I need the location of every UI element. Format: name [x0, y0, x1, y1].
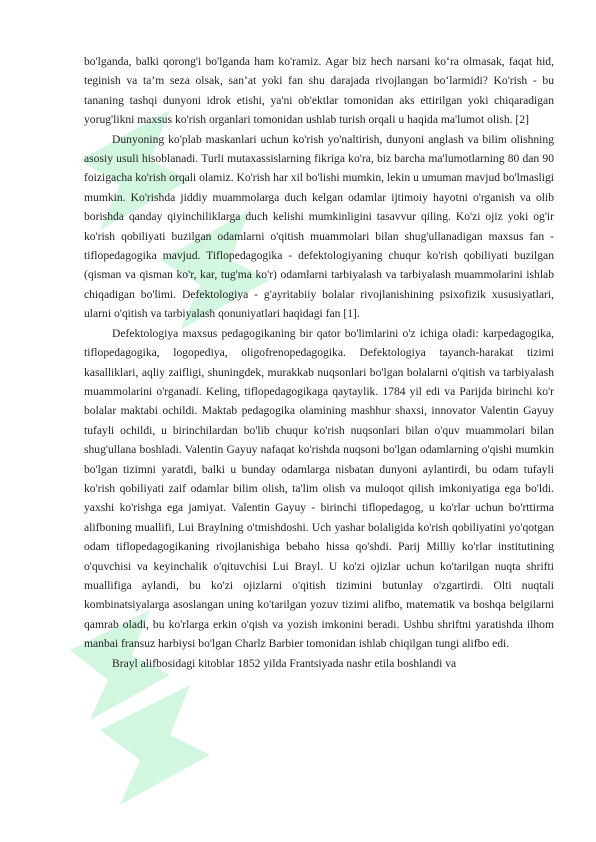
paragraph-3: Defektologiya maxsus pedagogikaning bir qator bo'limlarini o'z ichiga oladi: karpedagogika, tiflopedagogika, logopediya, oligofrenopedagogika. Defektologiya tayanch-harakat tizimi kasalliklari, aqliy zaifligi, shuningdek, murakkab nuqsonlari bo'lgan bolalarni o'qitish va tarbiyalash muammolarini o'rganadi. Keling, tiflopedagogikaga qaytaylik. 1784 yil edi va Parijda birinchi ko'r bolalar maktabi ochildi. Maktab pedagogika olamining mashhur shaxsi, innovator Valentin Gayuy tufayli ochildi, u birinchilardan bo'lib chuqur ko'rish nuqsonlari bilan o'quv muammolari bilan shug'ullana boshladi. Valentin Gayuy nafaqat ko'rishda nuqsoni bo'lgan odamlarning o'qishi mumkin bo'lgan tizimni yaratdi, balki u bunday odamlarga nisbatan dunyoni aylantirdi, bu odam tufayli ko'rish qobiliyati zaif odamlar bilim olish, ta'lim olish va muloqot qilish imkoniyatiga ega bo'ldi. yaxshi ko'rishga ega jamiyat. Valentin Gayuy - birinchi tiflopedagog, u ko'rlar uchun bo'rttirma alifboning muallifi, Lui Braylning o'tmishdoshi. Uch yashar bolaligida ko'rish qobiliyatini yo'qotgan odam tiflopedagogikaning rivojlanishiga bebaho hissa qo'shdi. Parij Milliy ko'rlar institutining o'quvchisi va keyinchalik o'qituvchisi Lui Brayl. U ko'zi ojizlar uchun ko'tarilgan nuqta shrifti muallifiga aylandi, bu ko'zi ojizlarni o'qitish tizimini butunlay o'zgartirdi. Olti nuqtali kombinatsiyalarga asoslangan uning ko'tarilgan yozuv tizimi alifbo, matematik va boshqa belgilarni qamrab oladi, bu ko'rlarga erkin o'qish va yozish imkonini beradi. Ushbu shriftni yaratishda ilhom manbai fransuz harbiysi bo'lgan Charlz Barbier tomonidan ishlab chiqilgan tungi alifbo edi.	[84, 326, 554, 651]
document-body	[84, 52, 554, 673]
paragraph-2: Dunyoning ko'plab maskanlari uchun ko'rish yo'naltirish, dunyoni anglash va bilim olishning asosiy usuli hisoblanadi. Turli mutaxassislarning fikriga ko'ra, biz barcha ma'lumotlarning 80 dan 90 foizigacha ko'rish orqali olamiz. Ko'rish har xil bo'lishi mumkin, lekin u umuman mavjud bo'lmasligi mumkin. Ko'rishda jiddiy muammolarga duch kelgan odamlar ijtimoiy hayotni o'rganish va olib borishda qanday qiyinchiliklarga duch kelishi mumkinligini tasavvur qiling. Ko'zi ojiz yoki og'ir ko'rish qobiliyati buzilgan odamlarni o'qitish muammolari bilan shug'ullanadigan maxsus fan - tiflopedagogika mavjud. Tiflopedagogika - defektologiyaning chuqur ko'rish qobiliyati buzilgan (qisman va qisman ko'r, kar, tug'ma ko'r) odamlarni tarbiyalash va tarbiyalash muammolarini ishlab chiqadigan bo'limi. Defektologiya - g'ayritabiiy bolalar rivojlanishining psixofizik xususiyatlari, ularni o'qitish va tarbiyalash qonuniyatlari haqidagi fan [1].	[84, 132, 554, 321]
paragraph-1: bo'lganda, balki qorong'i bo'lganda ham ko'ramiz. Agar biz hech narsani ko‘ra olmasak, faqat hid, teginish va ta’m seza olsak, san’at yoki fan shu darajada rivojlangan bo‘larmidi? Ko'rish - bu tananing tashqi dunyoni idrok etishi, ya'ni ob'ektlar tomonidan aks ettirilgan yoki chiqaradigan yorug'likni maxsus ko'rish organlari tomonidan ushlab turish orqali u haqida ma'lumot olish. [2]	[84, 55, 554, 127]
paragraph-4: Brayl alifbosidagi kitoblar 1852 yilda Frantsiyada nashr etila boshlandi va	[112, 656, 457, 670]
